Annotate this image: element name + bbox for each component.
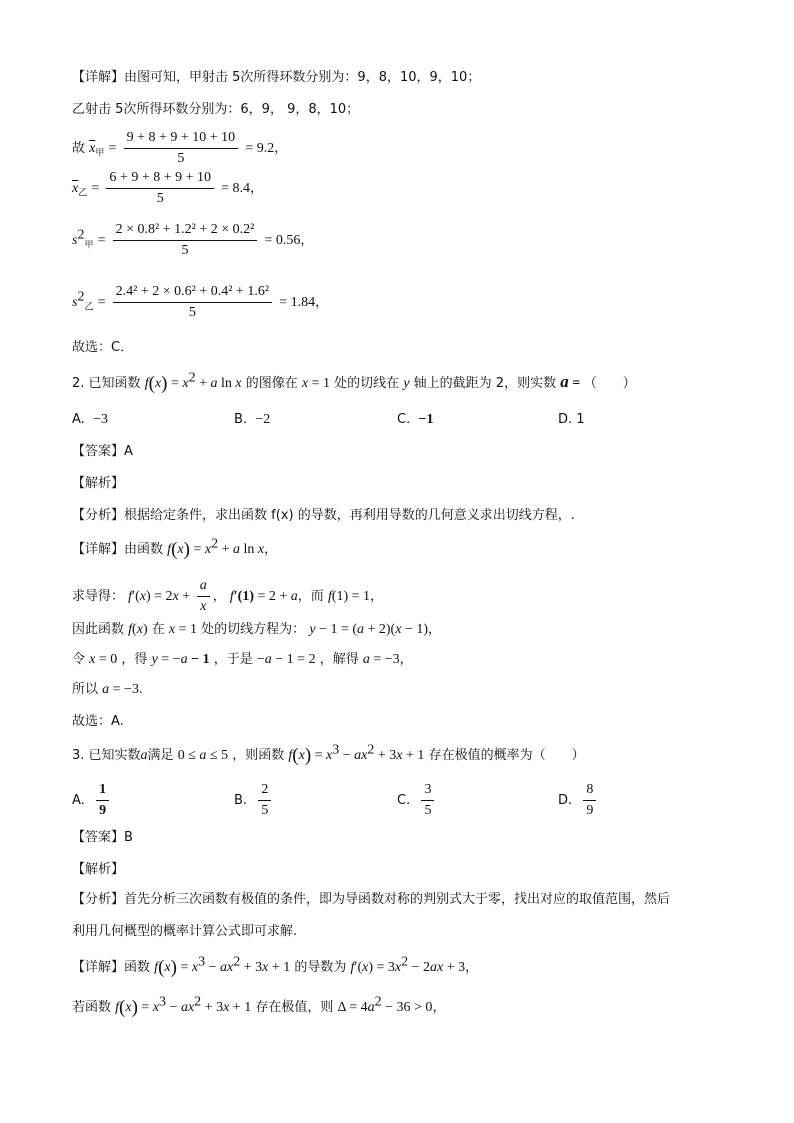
detail-tag: 【详解】 <box>72 542 125 557</box>
fraction: $\frac{2}{5}$ <box>258 782 271 819</box>
analysis-tag <box>72 860 124 880</box>
analysis-tag: 【分析】 <box>72 508 125 523</box>
result: = 0.56 <box>264 233 301 248</box>
result: = 1.84 <box>279 295 316 310</box>
q2-tangent: 因此函数 f(x) 在 x = 1 处的切线方程为： y − 1 = (a + 2)(x − 1)， <box>72 622 442 637</box>
text: ，而 <box>297 589 324 604</box>
label: C. <box>397 412 411 427</box>
analysis-line-2 <box>72 922 297 942</box>
text: 3. 已知实数 <box>72 748 141 763</box>
label: A. <box>72 793 85 808</box>
detail-tag: 【详解】 <box>72 70 125 85</box>
text: 2. 已知函数 <box>72 376 141 391</box>
option-c <box>397 410 433 430</box>
analysis-line-1 <box>72 890 670 910</box>
label: D. 1 <box>558 412 585 427</box>
text: 【解析】 <box>72 862 125 877</box>
text: ，于是 <box>213 652 253 667</box>
sub: 乙 <box>84 302 94 313</box>
s-squared: s <box>72 233 78 248</box>
text: 利用几何概型的概率计算公式即可求解. <box>72 924 298 939</box>
denominator: 5 <box>156 191 164 206</box>
value: −3 <box>93 412 108 427</box>
text: ，得 <box>121 652 148 667</box>
numerator: 2.4² + 2 × 0.6² + 0.4² + 1.6² <box>113 284 272 303</box>
detail-tag: 【详解】 <box>72 960 125 975</box>
result: = 9.2 <box>245 141 275 156</box>
text: 故选：A. <box>72 714 124 729</box>
numerator: 9 + 8 + 9 + 10 + 10 <box>124 130 239 149</box>
formula-var-yi: $s^2_乙$ = $\frac{\text{2.4² + 2 × 0.6² + 0.4² + 1.6²}}{5}$ = 1.84， <box>72 284 329 320</box>
text: 轴上的截距为 2，则实数 <box>413 376 557 391</box>
q3-detail-line-2: 若函数 $f(x) = x^3 - ax^2 + 3x + 1$ 存在极值，则 $\Delta = 4a^2 - 36 > 0$， <box>72 994 446 1018</box>
denominator: 5 <box>181 243 189 258</box>
numerator: 6 + 9 + 8 + 9 + 10 <box>106 170 214 189</box>
q2-therefore: 所以 a = −3. <box>72 682 143 697</box>
denominator: 5 <box>177 151 185 166</box>
formula-mean-yi: $\overline{x}_乙$ = $\frac{6 + 9 + 8 + 9 + 10}{5}$ = 8.4， <box>72 170 264 206</box>
answer-tag: 【答案】 <box>72 830 125 845</box>
text: ，解得 <box>319 652 359 667</box>
text: 乙射击 5次所得环数分别为：6，9， 9，8，10； <box>72 102 360 117</box>
sub: 甲 <box>95 148 105 159</box>
text: 【解析】 <box>72 476 125 491</box>
value: −2 <box>255 412 271 427</box>
answer-value: A <box>124 444 133 459</box>
q2-detail-line-1: 【详解】由函数 $f(x) = x^2 + a$ ln x， <box>72 536 278 560</box>
text: 因此函数 <box>72 622 125 637</box>
option-a <box>72 782 112 819</box>
label: B. <box>234 412 248 427</box>
choose-a <box>72 712 124 732</box>
sub: 乙 <box>78 188 88 199</box>
choose-c <box>72 338 133 358</box>
label: B. <box>234 793 248 808</box>
formula-mean-jia: 故 $\overline{x}_甲$ = $\frac{9 + 8 + 9 + 10 + 10}{5}$ = 9.2， <box>72 130 288 166</box>
label: C. <box>397 793 411 808</box>
fraction <box>113 284 272 321</box>
text: 由图可知，甲射击 5次所得环数分别为：9，8，10，9，10； <box>124 70 481 85</box>
question-2-stem: 2. 已知函数 $f(x) = x^2 + a$ ln x 的图像在 x = 1 处的切线在 y 轴上的截距为 2，则实数 a = （ ） <box>72 370 636 394</box>
text: 首先分析三次函数有极值的条件，即为导函数对称的判别式大于零，找出对应的取值范围，然后 <box>124 892 671 907</box>
result: = 8.4 <box>221 181 251 196</box>
text: 满足 <box>147 748 174 763</box>
x-bar: $\overline{x}$ <box>72 181 79 196</box>
analysis-tag <box>72 474 124 494</box>
option-b <box>234 782 274 819</box>
text: 故 <box>72 141 86 156</box>
text: 所以 <box>72 682 99 697</box>
text: 求导得： <box>72 589 125 604</box>
fraction: $\frac{3}{5}$ <box>421 782 434 819</box>
text: ，则函数 <box>232 748 285 763</box>
answer-value: B <box>124 830 133 845</box>
fraction <box>113 222 258 259</box>
text: 由函数 <box>124 542 164 557</box>
text: 在 <box>151 622 165 637</box>
fraction <box>124 130 239 167</box>
x-bar: $\overline{x}$ <box>89 141 96 156</box>
q3-detail-line-1: 【详解】函数 $f(x) = x^3 - ax^2 + 3x + 1$ 的导数为 $f'(x) = 3x^2 - 2ax + 3$， <box>72 954 479 978</box>
value: −1 <box>418 412 434 427</box>
text: 若函数 <box>72 1000 112 1015</box>
fraction: $\frac{1}{9}$ <box>96 782 109 819</box>
text: 存在极值的概率为（ ） <box>428 748 585 763</box>
answer-line <box>72 828 133 848</box>
text: （ ） <box>583 376 636 391</box>
analysis-tag: 【分析】 <box>72 892 125 907</box>
detail-line-1 <box>72 68 480 88</box>
option-c <box>397 782 437 819</box>
label: D. <box>558 793 573 808</box>
text: 函数 <box>124 960 151 975</box>
text: 根据给定条件，求出函数 f(x) 的导数，再利用导数的几何意义求出切线方程，. <box>124 508 575 523</box>
q2-solve: 令 x = 0 ，得 y = −a − 1 ，于是 −a − 1 = 2 ，解得 a = −3， <box>72 652 413 667</box>
fraction <box>106 170 214 207</box>
text: 存在极值，则 <box>255 1000 334 1015</box>
detail-line-2 <box>72 100 359 120</box>
option-a <box>72 410 108 430</box>
numerator: 2 × 0.8² + 1.2² + 2 × 0.2² <box>113 222 258 241</box>
question-3-stem: 3. 已知实数a满足 0 ≤ a ≤ 5 ，则函数 $f(x) = x^3 - ax^2 + 3x + 1$ 存在极值的概率为（ ） <box>72 742 585 766</box>
q2-derivative: 求导得： f′(x) = 2x + $\frac{a}{x}$ ， f′(1) = 2 + a，而 f(1) = 1， <box>72 578 384 614</box>
label: A. <box>72 412 85 427</box>
denominator: 5 <box>188 305 196 320</box>
option-d <box>558 410 585 430</box>
option-b <box>234 410 270 430</box>
s-squared: s <box>72 295 78 310</box>
fraction: $\frac{a}{x}$ <box>197 578 210 615</box>
answer-line <box>72 442 133 462</box>
text: 处的切线方程为： <box>201 622 306 637</box>
option-d <box>558 782 599 819</box>
text: 故选：C． <box>72 340 134 355</box>
text: 的图像在 <box>245 376 298 391</box>
formula-var-jia: $s^2_甲$ = $\frac{\text{2 × 0.8² + 1.2² + 2 × 0.2²}}{5}$ = 0.56， <box>72 222 314 258</box>
sub: 甲 <box>84 240 94 251</box>
text: 令 <box>72 652 86 667</box>
fraction: $\frac{8}{9}$ <box>583 782 596 819</box>
text: 的导数为 <box>294 960 347 975</box>
answer-tag: 【答案】 <box>72 444 125 459</box>
text: 处的切线在 <box>334 376 400 391</box>
analysis-line <box>72 506 575 526</box>
